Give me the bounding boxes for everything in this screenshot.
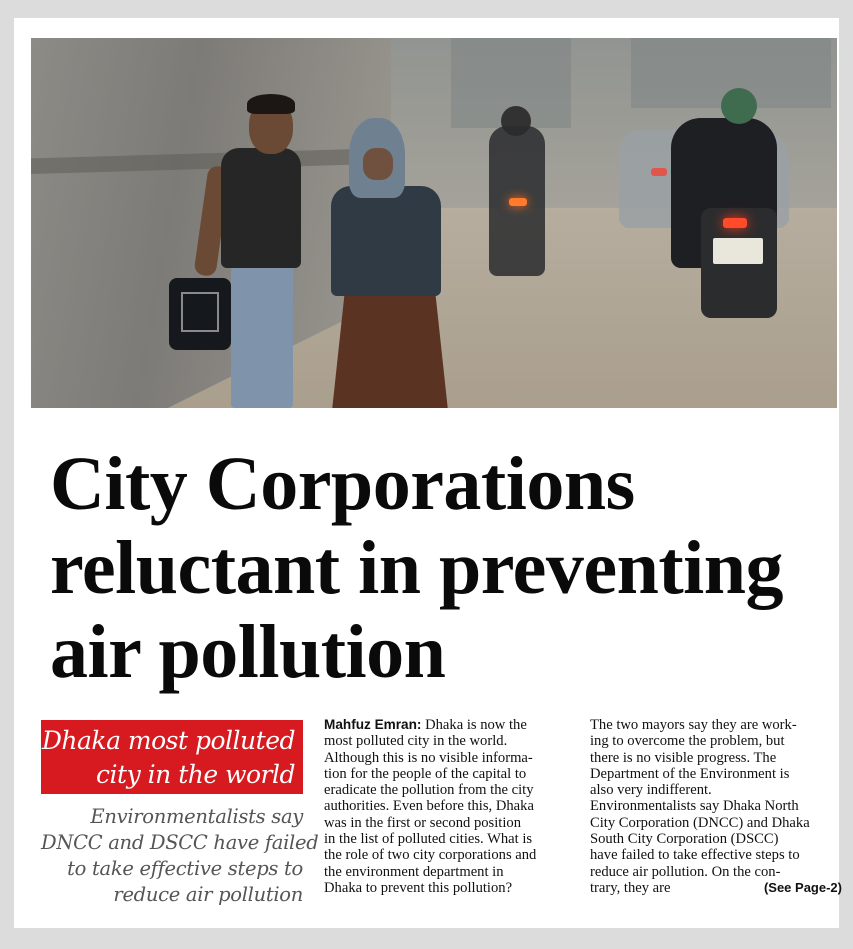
body-line: City Corporation (DNCC) and Dhaka xyxy=(590,814,810,831)
photo-tail-light xyxy=(509,198,527,206)
headline xyxy=(50,442,840,694)
body-line: was in the first or second position xyxy=(324,814,521,831)
body-column-1 xyxy=(324,717,576,896)
body-line: ing to overcome the problem, but xyxy=(590,733,785,750)
photo-man xyxy=(221,148,301,268)
photo-bag-print xyxy=(181,292,219,332)
body-line: Department of the Environment is xyxy=(590,765,790,782)
photo-woman xyxy=(331,186,441,296)
body-line: have failed to take effective steps to xyxy=(590,847,800,864)
subheadline-line: to take effective steps to xyxy=(67,857,303,880)
kicker-line: city in the world xyxy=(96,760,295,789)
headline-line: air pollution xyxy=(50,610,446,694)
body-line: Environmentalists say Dhaka North xyxy=(590,798,799,815)
body-line: also very indifferent. xyxy=(590,782,712,799)
body-line: Although this is no visible informa- xyxy=(324,749,533,766)
body-line: there is no visible progress. The xyxy=(590,749,777,766)
body-line: the role of two city corporations and xyxy=(324,847,537,864)
photo-woman-skirt xyxy=(331,288,449,408)
body-line: authorities. Even before this, Dhaka xyxy=(324,798,534,815)
subheadline-line: Environmentalists say xyxy=(90,805,303,828)
subheadline-line: reduce air pollution xyxy=(113,883,303,906)
body-text: Dhaka is now the xyxy=(425,717,527,733)
headline-line: City Corporations xyxy=(50,442,635,526)
body-line: the environment department in xyxy=(324,863,504,880)
photo-car-light xyxy=(651,168,667,176)
body-line: The two mayors say they are work- xyxy=(590,717,797,733)
photo-woman-face xyxy=(363,148,393,180)
subheadline-line: DNCC and DSCC have failed xyxy=(41,831,319,854)
body-text: trary, they are xyxy=(590,879,671,896)
photo-number-plate xyxy=(713,238,763,264)
kicker-line: Dhaka most polluted xyxy=(41,726,295,755)
photo-man-legs xyxy=(231,266,293,408)
kicker-box xyxy=(41,720,303,794)
photo-tail-light xyxy=(723,218,747,228)
body-line: eradicate the pollution from the city xyxy=(324,782,534,799)
see-page-link[interactable]: (See Page-2) xyxy=(763,879,842,895)
body-line: South City Corporation (DSCC) xyxy=(590,831,779,848)
body-line: Dhaka to prevent this pollution? xyxy=(324,879,513,896)
body-line xyxy=(590,880,842,896)
body-line: most polluted city in the world. xyxy=(324,733,508,750)
byline: Mahfuz Emran: xyxy=(324,717,422,732)
body-column-2 xyxy=(590,717,842,896)
smog-street-photo xyxy=(31,38,837,408)
photo-rider-helmet xyxy=(721,88,757,124)
body-line: reduce air pollution. On the con- xyxy=(590,863,781,880)
body-line: tion for the people of the capital to xyxy=(324,765,527,782)
headline-line: reluctant in preventing xyxy=(50,526,784,610)
newspaper-page xyxy=(14,18,842,928)
body-line xyxy=(324,717,576,733)
subheadline xyxy=(41,804,319,908)
body-line: in the list of polluted cities. What is xyxy=(324,831,533,848)
photo-man-hair xyxy=(247,94,295,114)
